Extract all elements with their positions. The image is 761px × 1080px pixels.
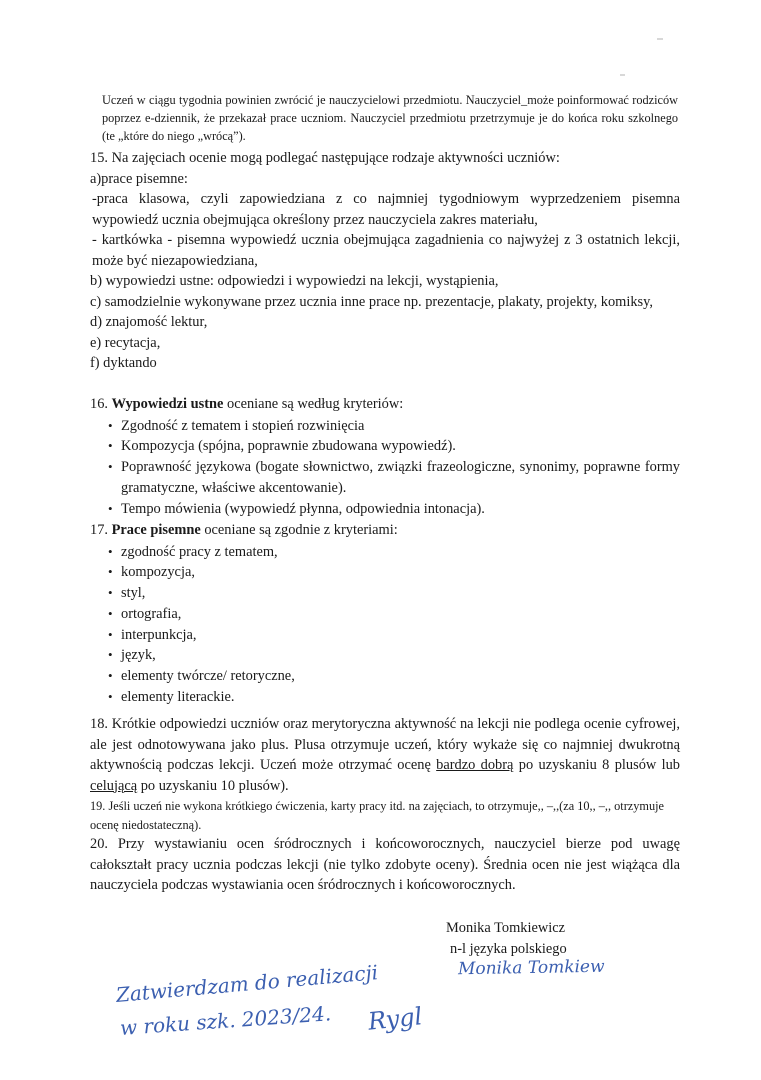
list-item: • styl,: [90, 583, 680, 604]
section-18-text-2: po uzyskaniu 8 plusów lub: [513, 757, 680, 773]
section-19-text: 19. Jeśli uczeń nie wykona krótkiego ćwiczenia, karty pracy itd. na zajęciach, to otrzymuje,, –,,(za 10,, –,, otrzymuje ocenę niedostateczną).: [90, 799, 664, 832]
grade-very-good: bardzo dobrą: [436, 757, 514, 773]
section-16-heading: [90, 394, 680, 415]
section-17-number: 17.: [90, 522, 108, 538]
grade-excellent: celującą: [90, 777, 138, 794]
section-16-number: 16.: [90, 396, 108, 412]
item-a: a)prace pisemne:: [90, 170, 188, 187]
approval-signature: Rygl: [366, 1002, 424, 1036]
item-a2: - kartkówka - pisemna wypowiedź ucznia obejmująca zagadnienia co najwyżej z 3 ostatnich lekcji, może być niezapowiedziana,: [92, 232, 680, 269]
approval-note-line2: w roku szk. 2023/24.: [119, 1001, 332, 1040]
list-item: • interpunkcja,: [90, 625, 680, 646]
list-item: • elementy literackie.: [90, 687, 680, 708]
section-16-title: Wypowiedzi ustne: [111, 396, 224, 412]
section-18-text-1: 18. Krótkie odpowiedzi uczniów oraz merytoryczna aktywność na lekcji nie podlega ocenie cyfrowej, ale jest odnotowywana jako plus. Plusa otrzymuje uczeń, który wykaże się co najmniej dwukrotną aktywnością podczas lekcji. Uczeń może otrzymać ocenę: [90, 716, 680, 773]
list-item: • Kompozycja (spójna, poprawnie zbudowana wypowiedź).: [90, 436, 680, 457]
handwritten-signature: Monika Tomkiew: [457, 956, 605, 980]
list-item: • zgodność pracy z tematem,: [90, 542, 680, 563]
list-item: • język,: [90, 645, 680, 666]
section-17: [90, 520, 680, 708]
list-item: • Zgodność z tematem i stopień rozwinięcia: [90, 416, 680, 437]
list-item: • elementy twórcze/ retoryczne,: [90, 666, 680, 687]
scan-mark: [657, 38, 663, 40]
scan-mark: [620, 74, 625, 76]
section-19: [90, 797, 680, 834]
section-18: [90, 714, 680, 796]
section-15: [90, 148, 680, 374]
section-17-title: Prace pisemne: [111, 522, 201, 538]
approval-note-line1: Zatwierdzam do realizacji: [114, 960, 379, 1007]
intro-paragraph: [90, 91, 678, 145]
list-item: • kompozycja,: [90, 562, 680, 583]
item-f: f) dyktando: [90, 355, 157, 371]
item-a1: -praca klasowa, czyli zapowiedziana z co najmniej tygodniowym wyprzedzeniem pisemna wypowiedź ucznia obejmująca określony przez nauczyciela zakres materiału,: [92, 191, 680, 228]
section-17-rest: oceniane są zgodnie z kryteriami:: [200, 522, 398, 538]
item-e: e) recytacja,: [90, 334, 161, 351]
intro-text: Uczeń w ciągu tygodnia powinien zwrócić je nauczycielowi przedmiotu. Nauczyciel_może poinformować rodziców poprzez e-dziennik, że przekazał prace uczniom. Nauczyciel przedmiotu przetrzymuje je do końca roku szkolnego (te „które do niego „wrócą”).: [102, 93, 678, 143]
section-15-heading: 15. Na zajęciach ocenie mogą podlegać następujące rodzaje aktywności uczniów:: [90, 150, 560, 166]
list-item: • ortografia,: [90, 604, 680, 625]
section-20: [90, 834, 680, 896]
item-b: b) wypowiedzi ustne: odpowiedzi i wypowiedzi na lekcji, wystąpienia,: [90, 273, 499, 289]
author-name: Monika Tomkiewicz: [446, 920, 566, 936]
section-17-heading: [90, 520, 680, 541]
list-item: • Poprawność językowa (bogate słownictwo, związki frazeologiczne, synonimy, poprawne formy gramatyczne, właściwe akcentowanie).: [90, 457, 680, 499]
list-item: • Tempo mówienia (wypowiedź płynna, odpowiednia intonacja).: [90, 499, 680, 520]
item-c: c) samodzielnie wykonywane przez ucznia inne prace np. prezentacje, plakaty, projekty, komiksy,: [90, 293, 653, 310]
section-18-text-3: po uzyskaniu 10 plusów).: [137, 777, 289, 794]
item-d: d) znajomość lektur,: [90, 314, 208, 330]
author-role: n-l języka polskiego: [450, 941, 567, 957]
section-17-list: [90, 542, 680, 708]
section-16-rest: oceniane są według kryteriów:: [223, 396, 404, 412]
section-16: [90, 394, 680, 519]
section-20-text: 20. Przy wystawianiu ocen śródrocznych i końcoworocznych, nauczyciel bierze pod uwagę całokształt pracy ucznia podczas lekcji (nie tylko zdobyte oceny). Średnia ocen nie jest wiążąca dla nauczyciela podczas wystawiania ocen śródrocznych i końcoworocznych.: [90, 836, 680, 893]
section-16-list: [90, 416, 680, 520]
